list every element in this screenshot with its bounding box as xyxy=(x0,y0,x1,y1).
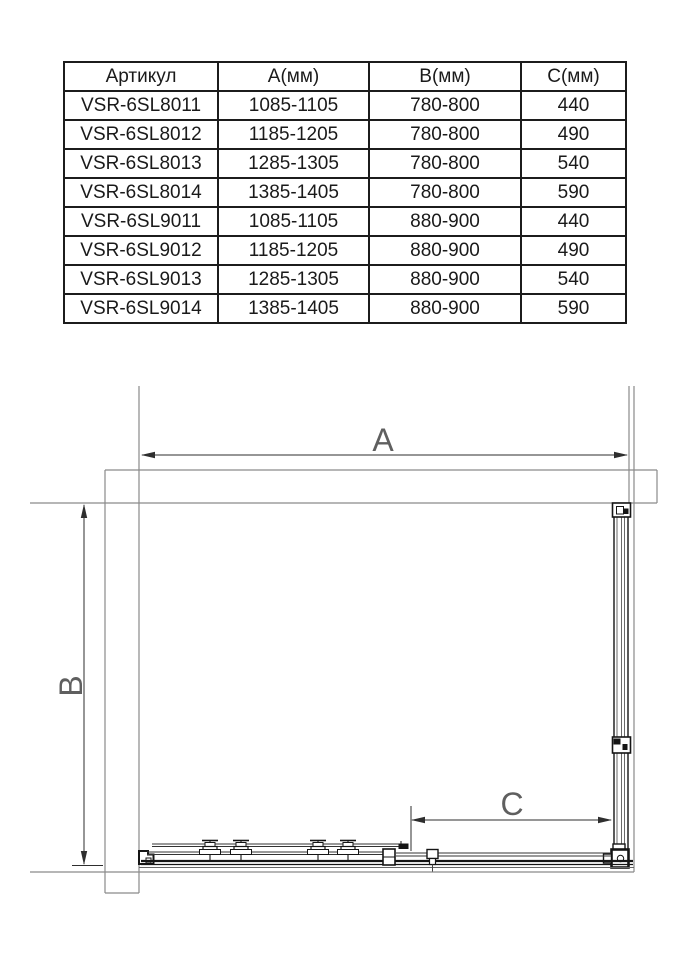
cell-article: VSR-6SL8012 xyxy=(64,120,218,149)
cell-article: VSR-6SL9013 xyxy=(64,265,218,294)
room-walls xyxy=(30,386,657,893)
cell-article: VSR-6SL8011 xyxy=(64,91,218,120)
table-row xyxy=(64,178,626,207)
arrowhead-left-icon xyxy=(411,817,425,823)
cell-b: 780-800 xyxy=(369,120,521,149)
arrowhead-right-icon xyxy=(598,817,612,823)
table-row xyxy=(64,120,626,149)
plan-view-svg xyxy=(0,370,686,970)
door-roller xyxy=(200,841,221,861)
cell-b: 880-900 xyxy=(369,294,521,323)
cell-c: 540 xyxy=(521,149,626,178)
technical-drawing xyxy=(0,370,686,970)
door-roller xyxy=(231,841,252,861)
col-header-a: А(мм) xyxy=(218,62,369,91)
dim-label-b: B xyxy=(53,675,89,697)
cell-article: VSR-6SL9011 xyxy=(64,207,218,236)
spec-table-body xyxy=(64,91,626,323)
cell-article: VSR-6SL9012 xyxy=(64,236,218,265)
door-roller xyxy=(338,841,359,861)
arrowhead-down-icon xyxy=(81,851,87,865)
dim-label-a: A xyxy=(372,422,394,458)
cell-b: 780-800 xyxy=(369,149,521,178)
cell-b: 780-800 xyxy=(369,91,521,120)
cell-c: 490 xyxy=(521,120,626,149)
cell-c: 440 xyxy=(521,91,626,120)
arrowhead-right-icon xyxy=(614,452,628,458)
arrowhead-left-icon xyxy=(141,452,155,458)
cell-b: 780-800 xyxy=(369,178,521,207)
cell-c: 590 xyxy=(521,178,626,207)
cell-c: 440 xyxy=(521,207,626,236)
table-row xyxy=(64,149,626,178)
cell-a: 1085-1105 xyxy=(218,91,369,120)
col-header-b: В(мм) xyxy=(369,62,521,91)
cell-c: 540 xyxy=(521,265,626,294)
middle-connector-profile xyxy=(613,737,631,753)
table-header-row xyxy=(64,62,626,91)
cell-article: VSR-6SL8014 xyxy=(64,178,218,207)
col-header-c: С(мм) xyxy=(521,62,626,91)
dim-label-c: C xyxy=(500,786,524,822)
col-header-article: Артикул xyxy=(64,62,218,91)
cell-a: 1285-1305 xyxy=(218,265,369,294)
cell-b: 880-900 xyxy=(369,236,521,265)
door-roller xyxy=(308,841,329,861)
cell-c: 490 xyxy=(521,236,626,265)
cell-a: 1185-1205 xyxy=(218,236,369,265)
spec-table xyxy=(63,61,627,324)
cell-a: 1185-1205 xyxy=(218,120,369,149)
cell-a: 1285-1305 xyxy=(218,149,369,178)
cell-a: 1385-1405 xyxy=(218,294,369,323)
table-row xyxy=(64,207,626,236)
table-row xyxy=(64,236,626,265)
cell-b: 880-900 xyxy=(369,265,521,294)
top-wall-profile xyxy=(613,503,631,517)
table-row xyxy=(64,294,626,323)
cell-a: 1385-1405 xyxy=(218,178,369,207)
cell-article: VSR-6SL9014 xyxy=(64,294,218,323)
table-row xyxy=(64,265,626,294)
sliding-door-assembly xyxy=(139,841,634,872)
cell-c: 590 xyxy=(521,294,626,323)
cell-b: 880-900 xyxy=(369,207,521,236)
table-row xyxy=(64,91,626,120)
side-panel xyxy=(613,503,631,850)
cell-a: 1085-1105 xyxy=(218,207,369,236)
cell-article: VSR-6SL8013 xyxy=(64,149,218,178)
arrowhead-up-icon xyxy=(81,504,87,518)
